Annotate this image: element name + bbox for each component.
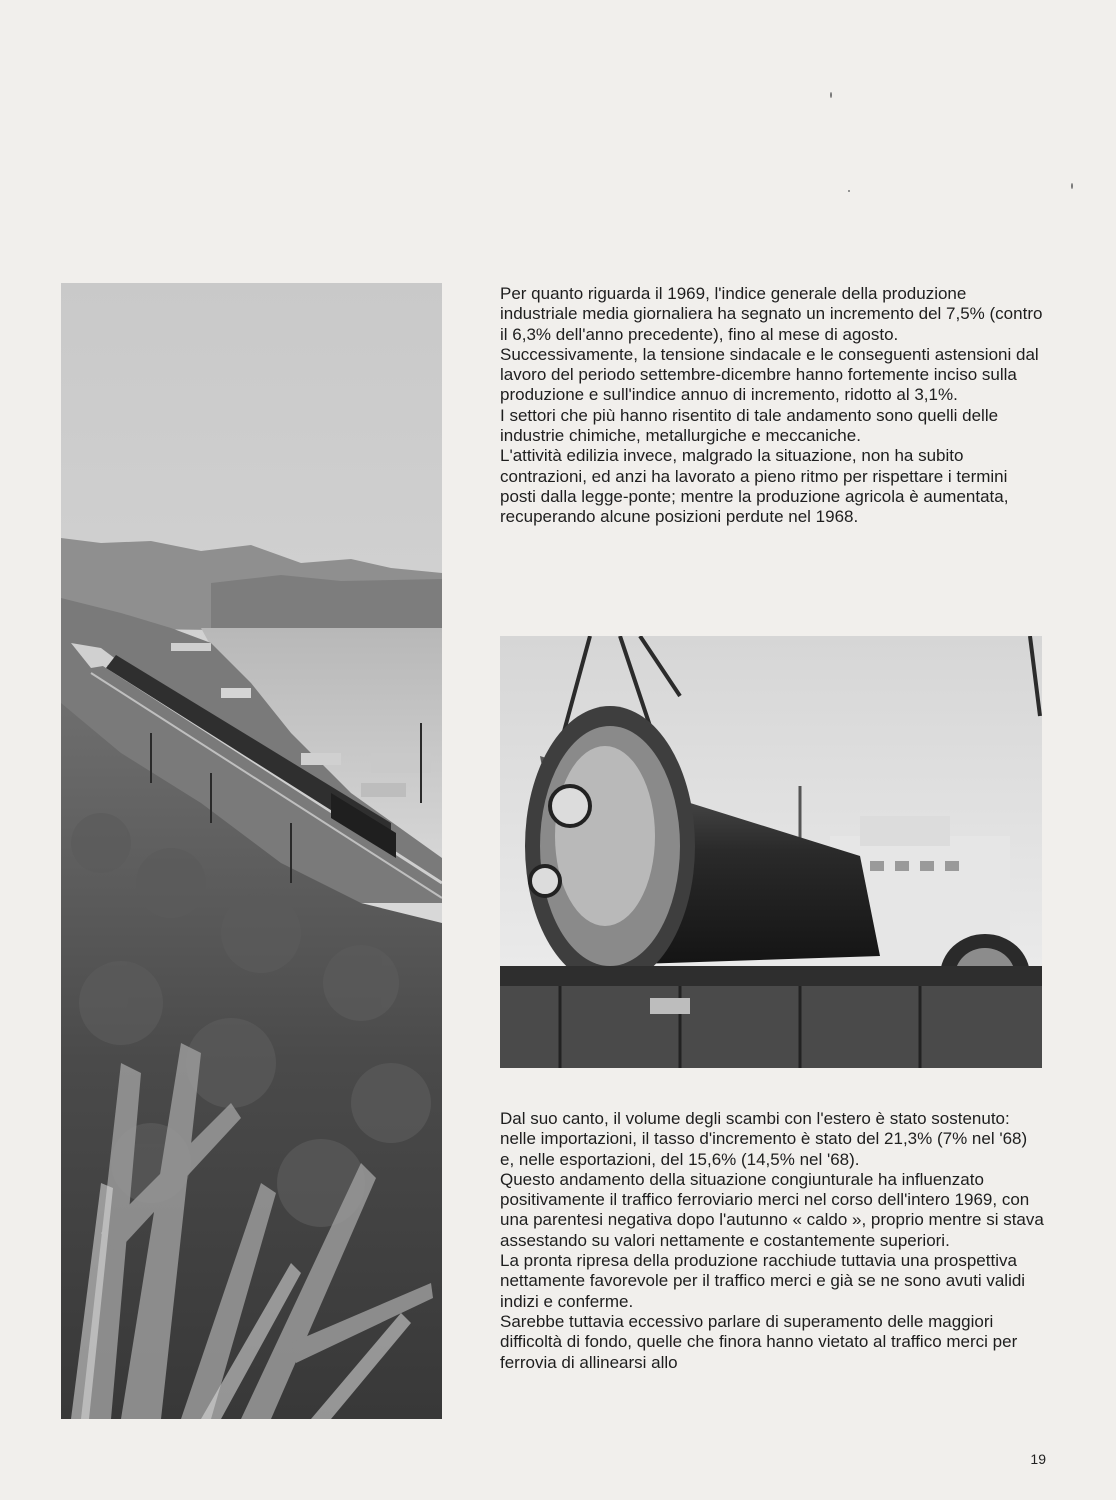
article-text-top (500, 284, 1045, 528)
paragraph: Dal suo canto, il volume degli scambi con l'estero è stato sostenuto: nelle importazioni, il tasso d'incremento è stato del 21,3% (7% nel '68) e, nelle esportazioni, del 15,6% (14,5% nel '68). (500, 1109, 1028, 1169)
paragraph: Sarebbe tuttavia eccessivo parlare di superamento delle maggiori difficoltà di fondo, quelle che finora hanno vietato al traffico merci per ferrovia di allinearsi allo (500, 1311, 1018, 1372)
paragraph: Questo andamento della situazione congiunturale ha influenzato positivamente il traffico ferroviario merci nel corso dell'intero 1969, con una parentesi negativa dopo l'autunno « caldo », proprio mentre si stava assestando su valori nettamente e costantemente superiori. (500, 1169, 1044, 1250)
paragraph: Per quanto riguarda il 1969, l'indice generale della produzione industriale media giornaliera ha segnato un incremento del 7,5% (contro il 6,3% dell'anno precedente), fino al mese di agosto. (500, 284, 1043, 344)
paragraph: L'attività edilizia invece, malgrado la situazione, non ha subito contrazioni, ed anzi ha lavorato a pieno ritmo per rispettare i termini posti dalla legge-ponte; mentre la produzione agricola è aumentata, recuperando alcune posizioni perdute nel 1968. (500, 446, 1009, 527)
paper-speck (830, 92, 832, 98)
paragraph: La pronta ripresa della produzione racchiude tuttavia una prospettiva nettamente favorevole per il traffico merci e già se ne sono avuti validi indizi e conferme. (500, 1251, 1026, 1311)
industrial-cargo-photo (500, 636, 1042, 1068)
coastal-railway-photo (61, 283, 442, 1419)
paragraph: Successivamente, la tensione sindacale e le conseguenti astensioni dal lavoro del periodo settembre-dicembre hanno fortemente inciso sulla produzione e sull'indice annuo di incremento, ridotto al 3,1%. (500, 344, 1039, 405)
paragraph: I settori che più hanno risentito di tale andamento sono quelli delle industrie chimiche, metallurgiche e meccaniche. (500, 405, 999, 446)
paper-speck (1071, 183, 1073, 189)
page-number: 19 (1030, 1451, 1046, 1467)
paper-speck (848, 190, 850, 192)
article-text-bottom (500, 1109, 1045, 1373)
